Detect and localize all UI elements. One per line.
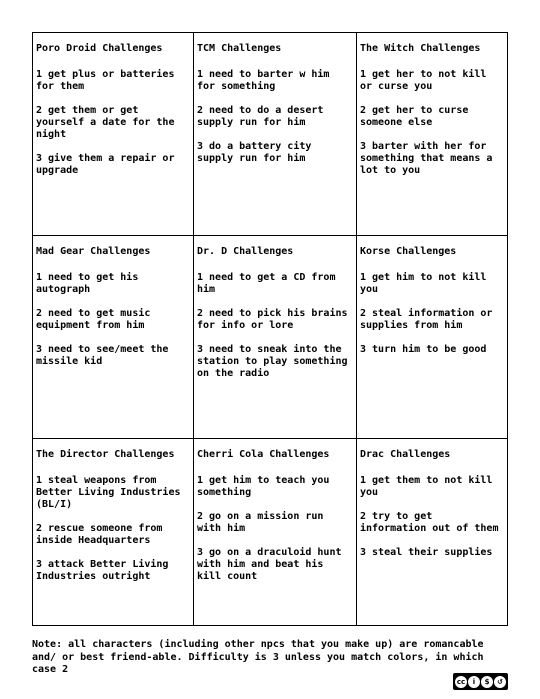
challenge-card xyxy=(194,439,357,625)
challenge-item: 1 get plus or batteries for them xyxy=(36,69,175,92)
challenge-item: 3 barter with her for something that means a lot to you xyxy=(360,141,493,176)
challenge-item: 2 need to get music equipment from him xyxy=(36,308,151,331)
challenge-card xyxy=(194,236,357,439)
challenge-card xyxy=(357,236,507,439)
challenge-item: 3 steal their supplies xyxy=(360,547,493,558)
cc-license-badge xyxy=(453,673,508,690)
challenge-item: 2 steal information or supplies from him xyxy=(360,308,493,331)
challenge-item: 3 attack Better Living Industries outright xyxy=(36,559,169,582)
challenge-item: 3 need to see/meet the missile kid xyxy=(36,344,169,367)
nc-icon: $ xyxy=(481,676,493,688)
challenge-item: 2 go on a mission run with him xyxy=(197,511,324,534)
footnote: Note: all characters (including other npcs that you make up) are romancable and/ or best friend-able. Difficulty is 3 unless you match colors, in which case 2 xyxy=(32,639,484,675)
challenge-card xyxy=(357,439,507,625)
challenge-item: 1 need to get a CD from him xyxy=(197,272,336,295)
challenge-card xyxy=(33,33,194,236)
card-title: Mad Gear Challenges xyxy=(36,246,151,257)
challenge-card-grid xyxy=(32,32,508,626)
challenge-card xyxy=(33,236,194,439)
challenge-item: 1 steal weapons from Better Living Industries (BL/I) xyxy=(36,475,181,510)
challenge-item: 2 get her to curse someone else xyxy=(360,105,469,128)
challenge-item: 1 get her to not kill or curse you xyxy=(360,69,487,92)
challenge-item: 3 give them a repair or upgrade xyxy=(36,153,175,176)
challenge-item: 2 need to pick his brains for info or lore xyxy=(197,308,348,331)
challenge-item: 2 try to get information out of them xyxy=(360,511,499,534)
card-title: Cherri Cola Challenges xyxy=(197,449,330,460)
card-title: Dr. D Challenges xyxy=(197,246,294,257)
challenge-item: 3 need to sneak into the station to play something on the radio xyxy=(197,344,348,379)
sa-icon: ↺ xyxy=(494,676,506,688)
card-title: Drac Challenges xyxy=(360,449,451,460)
by-icon: i xyxy=(468,676,480,688)
challenge-item: 1 get him to teach you something xyxy=(197,475,330,498)
challenge-item: 2 get them or get yourself a date for the night xyxy=(36,105,175,140)
card-title: The Witch Challenges xyxy=(360,43,481,54)
challenge-item: 3 go on a draculoid hunt with him and beat his kill count xyxy=(197,547,342,582)
challenge-item: 2 rescue someone from inside Headquarters xyxy=(36,523,163,546)
challenge-item: 1 get them to not kill you xyxy=(360,475,493,498)
challenge-item: 1 get him to not kill you xyxy=(360,272,487,295)
challenge-item: 3 do a battery city supply run for him xyxy=(197,141,312,164)
challenge-card xyxy=(33,439,194,625)
challenge-item: 1 need to barter w him for something xyxy=(197,69,330,92)
card-title: Poro Droid Challenges xyxy=(36,43,163,54)
challenge-item: 2 need to do a desert supply run for him xyxy=(197,105,324,128)
challenge-item: 1 need to get his autograph xyxy=(36,272,139,295)
cc-icon: cc xyxy=(456,677,466,686)
card-title: The Director Challenges xyxy=(36,449,175,460)
challenge-item: 3 turn him to be good xyxy=(360,344,487,355)
card-title: Korse Challenges xyxy=(360,246,457,257)
challenge-card xyxy=(194,33,357,236)
challenge-card xyxy=(357,33,507,236)
card-title: TCM Challenges xyxy=(197,43,282,54)
